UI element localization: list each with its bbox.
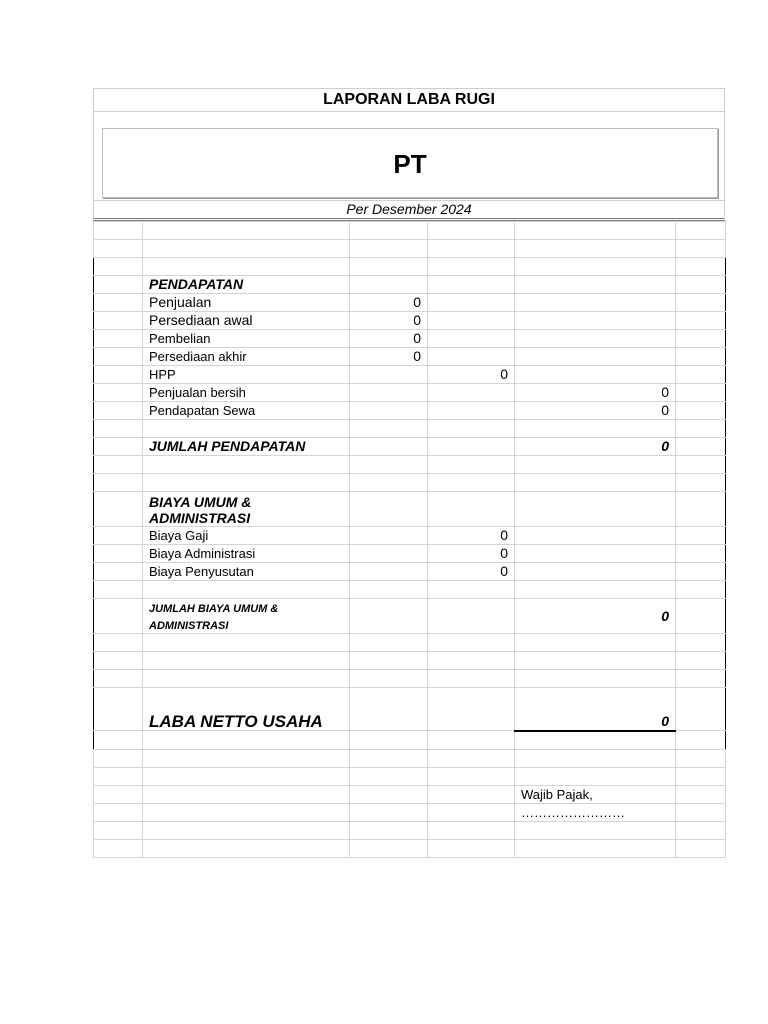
table-row: [94, 258, 726, 276]
persediaan-awal-label: Persediaan awal: [143, 312, 350, 330]
statement-table: [93, 221, 726, 858]
signature-line: ……………………: [515, 803, 676, 821]
pendapatan-sewa-value: 0: [515, 402, 676, 420]
biaya-administrasi-value: 0: [428, 545, 515, 563]
persediaan-akhir-label: Persediaan akhir: [143, 348, 350, 366]
report-period: Per Desember 2024: [93, 200, 725, 221]
penjualan-label: Penjualan: [143, 294, 350, 312]
pendapatan-sewa-label: Pendapatan Sewa: [143, 402, 350, 420]
penjualan-value: 0: [350, 294, 428, 312]
jumlah-biaya-label: [143, 599, 350, 634]
jumlah-biaya-label-text: JUMLAH BIAYA UMUM & ADMINISTRASI: [149, 603, 279, 632]
jumlah-pendapatan-row: [94, 438, 726, 456]
table-row: [94, 222, 726, 240]
pendapatan-header: PENDAPATAN: [143, 276, 350, 294]
company-name: PT: [102, 128, 718, 198]
income-statement-sheet: [93, 88, 725, 858]
jumlah-biaya-row: [94, 599, 726, 634]
biaya-gaji-value: 0: [428, 527, 515, 545]
persediaan-akhir-row: [94, 348, 726, 366]
penjualan-row: [94, 294, 726, 312]
table-row: [94, 652, 726, 670]
pembelian-row: [94, 330, 726, 348]
company-area: [93, 112, 725, 200]
table-row: [94, 670, 726, 688]
table-row: [94, 731, 726, 750]
pembelian-label: Pembelian: [143, 330, 350, 348]
table-row: [94, 240, 726, 258]
signature-label-row: [94, 785, 726, 803]
laba-netto-value: 0: [515, 688, 676, 731]
signature-line-row: [94, 803, 726, 821]
persediaan-akhir-value: 0: [350, 348, 428, 366]
biaya-penyusutan-row: [94, 563, 726, 581]
table-row: [94, 420, 726, 438]
jumlah-pendapatan-label: JUMLAH PENDAPATAN: [143, 438, 350, 456]
table-row: [94, 474, 726, 492]
table-row: [94, 821, 726, 839]
hpp-label: HPP: [143, 366, 350, 384]
table-row: [94, 634, 726, 652]
biaya-penyusutan-label: Biaya Penyusutan: [143, 563, 350, 581]
pembelian-value: 0: [350, 330, 428, 348]
signature-label: Wajib Pajak,: [515, 785, 676, 803]
hpp-row: [94, 366, 726, 384]
table-row: [94, 749, 726, 767]
persediaan-awal-value: 0: [350, 312, 428, 330]
laba-netto-row: [94, 688, 726, 731]
penjualan-bersih-label: Penjualan bersih: [143, 384, 350, 402]
hpp-value: 0: [428, 366, 515, 384]
table-row: [94, 767, 726, 785]
table-row: [94, 581, 726, 599]
jumlah-biaya-value: 0: [515, 599, 676, 634]
laba-netto-label: LABA NETTO USAHA: [143, 688, 350, 731]
biaya-penyusutan-value: 0: [428, 563, 515, 581]
biaya-gaji-row: [94, 527, 726, 545]
table-row: [94, 839, 726, 857]
penjualan-bersih-row: [94, 384, 726, 402]
biaya-gaji-label: Biaya Gaji: [143, 527, 350, 545]
biaya-administrasi-row: [94, 545, 726, 563]
biaya-header: BIAYA UMUM & ADMINISTRASI: [143, 492, 350, 527]
report-title: LAPORAN LABA RUGI: [93, 88, 725, 112]
penjualan-bersih-value: 0: [515, 384, 676, 402]
pendapatan-sewa-row: [94, 402, 726, 420]
biaya-administrasi-label: Biaya Administrasi: [143, 545, 350, 563]
pendapatan-header-row: [94, 276, 726, 294]
jumlah-pendapatan-value: 0: [515, 438, 676, 456]
persediaan-awal-row: [94, 312, 726, 330]
table-row: [94, 456, 726, 474]
biaya-header-row: [94, 492, 726, 527]
